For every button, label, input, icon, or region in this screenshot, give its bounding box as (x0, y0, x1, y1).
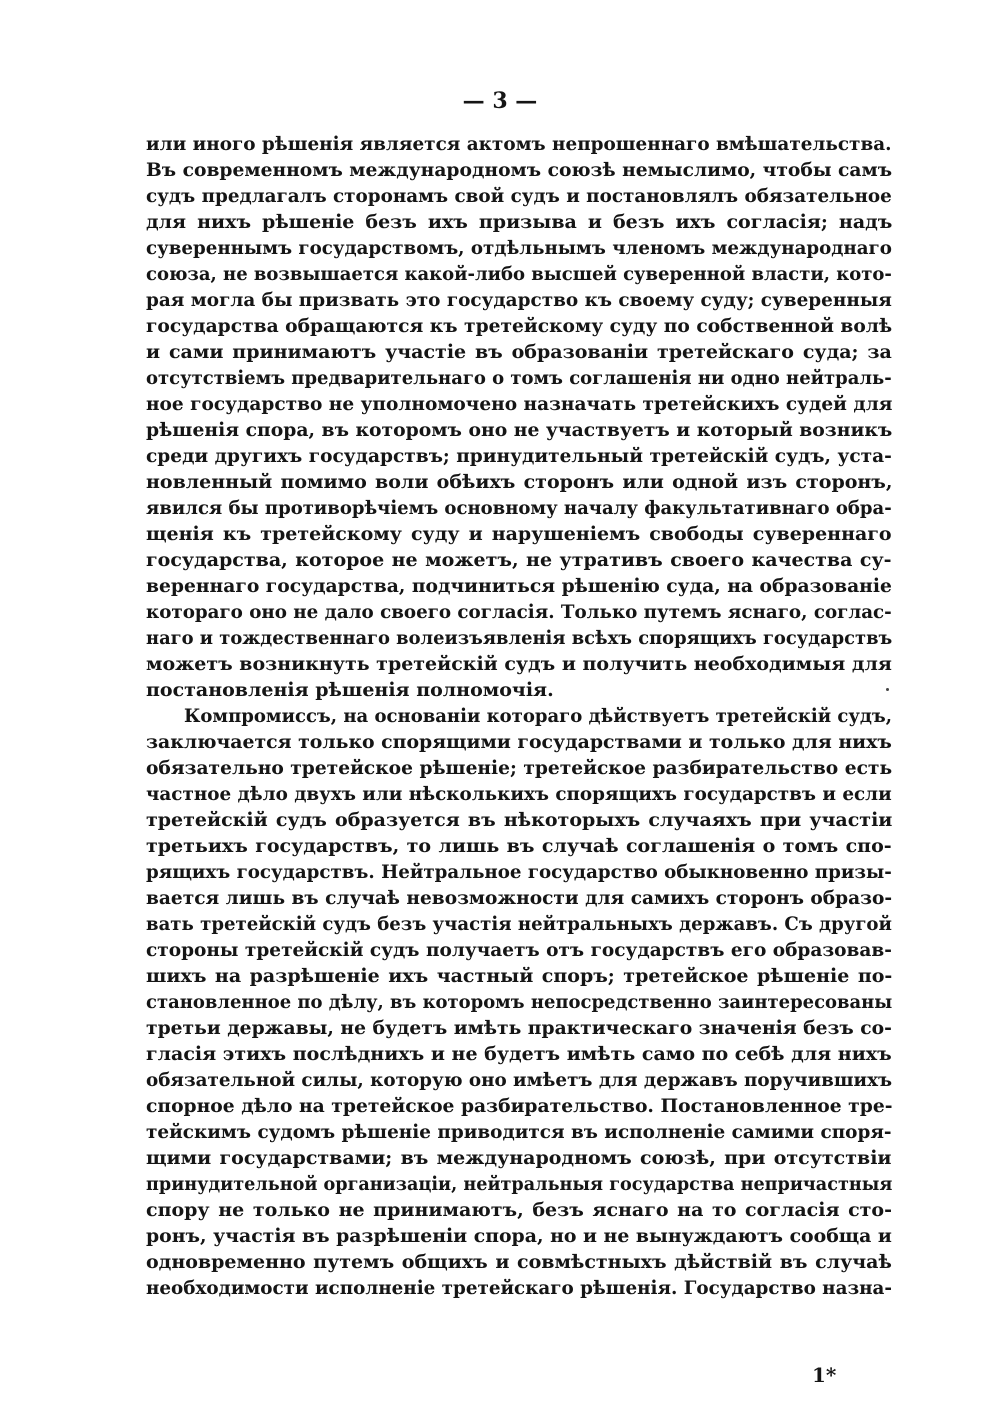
text-line: щенія къ третейскому суду и нарушеніемъ свободы суверeннаго (146, 523, 892, 545)
printer-signature-mark: 1* (812, 1363, 837, 1387)
text-line: среди другихъ государствъ; принудительный третейскій судъ, уста- (146, 445, 892, 467)
text-line: отсутствіемъ предварительнаго о томъ соглашенія ни одно нейтраль- (146, 367, 892, 389)
text-line: тейскимъ судомъ рѣшеніе приводится въ исполненіе самими споря- (146, 1121, 892, 1143)
text-line: вереннаго государства, подчиниться рѣшенію суда, на образованіе (146, 575, 892, 597)
text-line: Компромиссъ, на основаніи котораго дѣйствуетъ третейскій судъ, (184, 705, 893, 727)
text-line: для нихъ рѣшеніе безъ ихъ призыва и безъ ихъ согласія; надъ (146, 211, 893, 233)
text-line: принудительной организаціи, нейтральныя государства непричастныя (146, 1173, 893, 1195)
text-line: необходимости исполненіе третейскаго рѣшенія. Государство назна- (146, 1277, 893, 1299)
text-line: ное государство не уполномочено назначать третейскихъ судей для (146, 393, 893, 415)
text-line: спору не только не принимаютъ, безъ яснаго на то согласія сто- (146, 1199, 892, 1221)
text-line: ронъ, участія въ разрѣшеніи спора, но и не вынуждаютъ сообща и (146, 1225, 892, 1247)
text-line: государства, которое не можетъ, не утративъ своего качества су- (146, 549, 892, 571)
text-line: Въ современномъ международномъ союзѣ немыслимо, чтобы самъ (146, 159, 893, 181)
text-line: рящихъ государствъ. Нейтральное государство обыкновенно призы- (146, 861, 892, 883)
text-line: наго и тождественнаго волеизъявленія всѣхъ спорящихъ государствъ (146, 627, 893, 649)
text-line: постановленія рѣшенія полномочія. (146, 679, 554, 701)
text-line: третьихъ государствъ, то лишь въ случаѣ соглашенія о томъ спо- (146, 835, 892, 857)
text-line: третейскій судъ образуется въ нѣкоторыхъ случаяхъ при участіи (146, 809, 893, 831)
ink-speck (886, 688, 889, 691)
text-line: спорное дѣло на третейское разбирательство. Постановленное тре- (146, 1095, 893, 1117)
text-line: частное дѣло двухъ или нѣсколькихъ спорящихъ государствъ и если (146, 783, 892, 805)
page-number: — 3 — (462, 88, 538, 114)
text-line: заключается только спорящими государствами и только для нихъ (146, 731, 892, 753)
text-line: судъ предлагалъ сторонамъ свой судъ и постановлялъ обязательное (146, 185, 892, 207)
text-line: государства обращаются къ третейскому суду по собственной волѣ (146, 315, 893, 337)
text-line: третьи державы, не будетъ имѣть практическаго значенія безъ со- (146, 1017, 892, 1039)
text-line: вается лишь въ случаѣ невозможности для самихъ сторонъ образо- (146, 887, 893, 909)
text-line: рая могла бы призвать это государство къ своему суду; суверенныя (146, 289, 892, 311)
text-line: одновременно путемъ общихъ и совмѣстныхъ дѣйствій въ случаѣ (146, 1251, 892, 1273)
text-line: можетъ возникнуть третейскій судъ и получить необходимыя для (146, 653, 892, 675)
text-line: щими государствами; въ международномъ союзѣ, при отсутствіи (146, 1147, 892, 1169)
text-line: стороны третейскій судъ получаетъ отъ государствъ его образовав- (146, 939, 892, 961)
text-line: новленный помимо воли обѣихъ сторонъ или одной изъ сторонъ, (146, 471, 893, 493)
text-line: союза, не возвышается какой-либо высшей суверенной власти, кото- (146, 263, 892, 285)
text-line: явился бы противорѣчіемъ основному началу факультативнаго обра- (146, 497, 892, 519)
text-line: становленное по дѣлу, въ которомъ непосредственно заинтересованы (146, 991, 893, 1013)
text-line: вать третейскій судъ безъ участія нейтральныхъ державъ. Съ другой (146, 913, 892, 935)
text-line: гласія этихъ послѣднихъ и не будетъ имѣть само по себѣ для нихъ (146, 1043, 892, 1065)
text-line: или иного рѣшенія является актомъ непрошеннаго вмѣшательства. (146, 133, 892, 155)
text-line: обязательно третейское рѣшеніе; третейское разбирательство есть (146, 757, 893, 779)
text-line: рѣшенія спора, въ которомъ оно не участвуетъ и который возникъ (146, 419, 893, 441)
text-line: обязательной силы, которую оно имѣетъ для державъ поручившихъ (146, 1069, 893, 1091)
text-line: и сами принимаютъ участіе въ образованіи третейскаго суда; за (146, 341, 892, 363)
text-line: суверeннымъ государствомъ, отдѣльнымъ членомъ международнаго (146, 237, 892, 259)
text-line: котораго оно не дало своего согласія. Только путемъ яснаго, соглас- (146, 601, 892, 623)
text-line: шихъ на разрѣшеніе ихъ частный споръ; третейское рѣшеніе по- (146, 965, 893, 987)
